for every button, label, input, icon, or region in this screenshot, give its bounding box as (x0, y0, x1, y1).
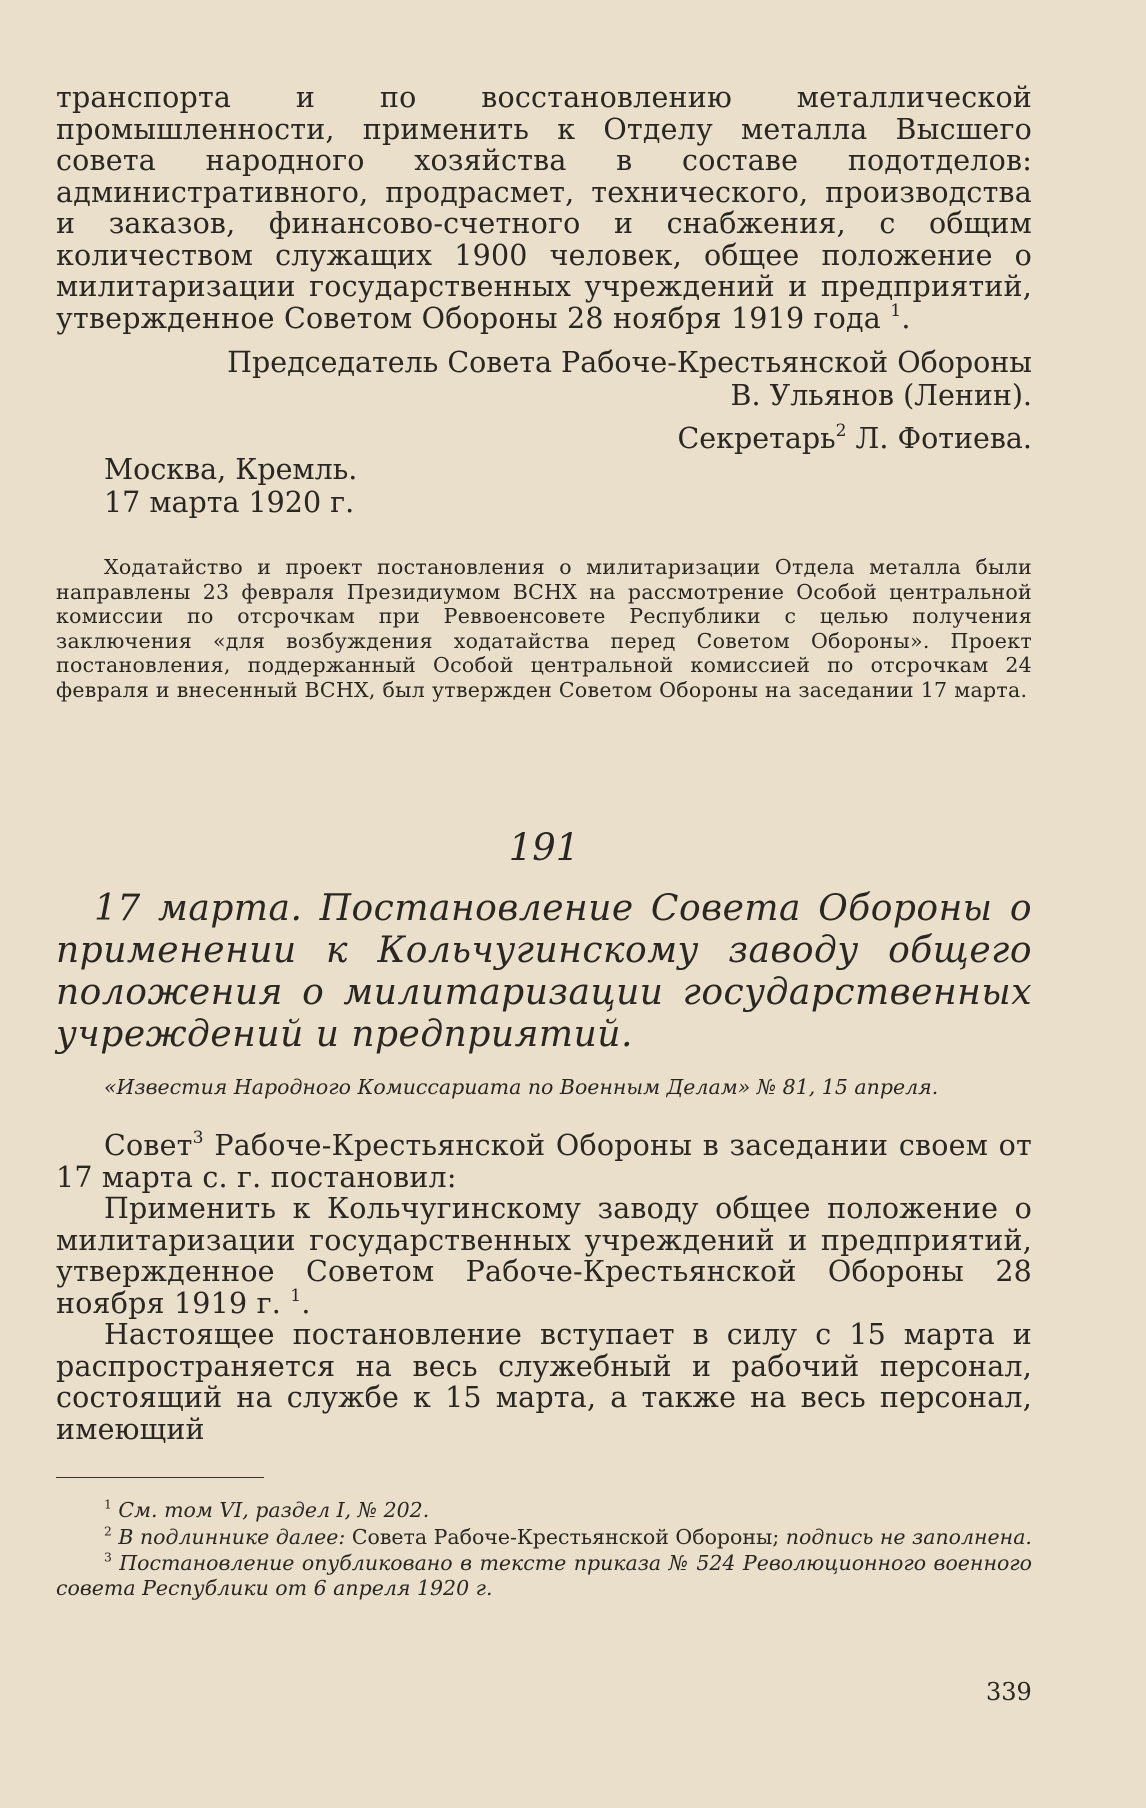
body-paragraph-1 (56, 1130, 1032, 1193)
chairman-title: Председатель Совета Рабоче-Крестьянской Обороны (227, 346, 1032, 379)
footnote-mark: 2 (104, 1523, 112, 1538)
footnote-3 (56, 1551, 1032, 1600)
footnote-ref: 1 (290, 1285, 302, 1306)
footnote-3-text: Постановление опубликовано в тексте приказа № 524 Революционного военного совета Республики от 6 апреля 1920 г. (56, 1551, 1032, 1600)
page-number: 339 (986, 1678, 1032, 1706)
footnote-mark: 3 (104, 1550, 112, 1565)
signature-block (56, 346, 1032, 455)
para1-start: Совет (104, 1129, 193, 1162)
footnote-mark: 1 (104, 1497, 112, 1512)
continuation-paragraph: транспорта и по восстановлению металлической промышленности, применить к Отделу металла Высшего совета народного хозяйства в составе подотделов: административного, продрасмет, технического, производства и заказов, финансово-счетного и снабжения, с общим количеством служащих 1900 человек, общее положение о милитаризации государственных учреждений и предприятий, утвержденное Советом Обороны 28 ноября 1919 года $^1$. (56, 81, 1032, 335)
footnote-2-italic: В подлиннике далее: (118, 1524, 346, 1549)
body-paragraph-2: Применить к Кольчугинскому заводу общее положение о милитаризации государственных учреждений и предприятий, утвержденное Советом Рабоче-Крестьянской Обороны 28 ноября 1919 г. $^1$. (56, 1192, 1032, 1320)
footnote-divider (56, 1477, 264, 1478)
date: 17 марта 1920 г. (104, 486, 355, 519)
body-paragraph-3: Настоящее постановление вступает в силу с 15 марта и распространяется на весь служебный и рабочий персонал, состоящий на службе к 15 марта, а также на весь персонал, имеющий (56, 1318, 1032, 1446)
footnote-1 (56, 1498, 1032, 1523)
para2-text: Применить к Кольчугинскому заводу общее положение о милитаризации государственных учреждений и предприятий, утвержденное Советом Рабоче-Крестьянской Обороны 28 ноября 1919 г. (56, 1192, 1032, 1320)
footnote-ref: 2 (835, 421, 847, 442)
footnote-2 (56, 1525, 1032, 1550)
page-content (56, 82, 1032, 1602)
footnote-ref: 3 (192, 1128, 204, 1149)
chairman-name: В. Ульянов (Ленин). (730, 379, 1032, 412)
document-title: 17 марта. Постановление Совета Обороны о применении к Кольчугинскому заводу общего положения о милитаризации государственных учреждений и предприятий. (56, 888, 1032, 1055)
para1-rest: Рабоче-Крестьянской Обороны в заседании своем от 17 марта с. г. постановил: (56, 1129, 1032, 1194)
footnotes (56, 1498, 1032, 1600)
continuation-text: транспорта и по восстановлению металлической промышленности, применить к Отделу металла Высшего совета народного хозяйства в составе подотделов: административного, продрасмет, технического, производства и заказов, финансово-счетного и снабжения, с общим количеством служащих 1900 человек, общее положение о милитаризации государственных учреждений и предприятий, утвержденное Советом Обороны 28 ноября 1919 года (56, 81, 1032, 335)
footnote-1-text: См. том VI, раздел I, № 202. (118, 1498, 430, 1522)
footnote-2-plain: Совета Рабоче-Крестьянской Обороны; (351, 1524, 780, 1549)
source-citation: «Известия Народного Комиссариата по Военным Делам» № 81, 15 апреля. (104, 1075, 939, 1099)
secretary-title: Секретарь (677, 422, 836, 455)
secretary-line (56, 422, 1032, 455)
document-number: 191 (508, 826, 580, 869)
place: Москва, Кремль. (104, 453, 358, 486)
footnote-2-italic-2: подпись не заполнена. (785, 1524, 1032, 1549)
secretary-name: Л. Фотиева. (855, 422, 1032, 455)
editorial-note: Ходатайство и проект постановления о милитаризации Отдела металла были направлены 23 февраля Президиумом ВСНХ на рассмотрение Особой центральной комиссии по отсрочкам при Реввоенсовете Республики с целью получения заключения «для возбуждения ходатайства перед Советом Обороны». Проект постановления, поддержанный Особой центральной комиссией по отсрочкам 24 февраля и внесенный ВСНХ, был утвержден Советом Обороны на заседании 17 марта. (56, 555, 1032, 702)
place-date (56, 453, 1032, 519)
footnote-ref: 1 (890, 300, 902, 321)
document-body (56, 1130, 1032, 1445)
